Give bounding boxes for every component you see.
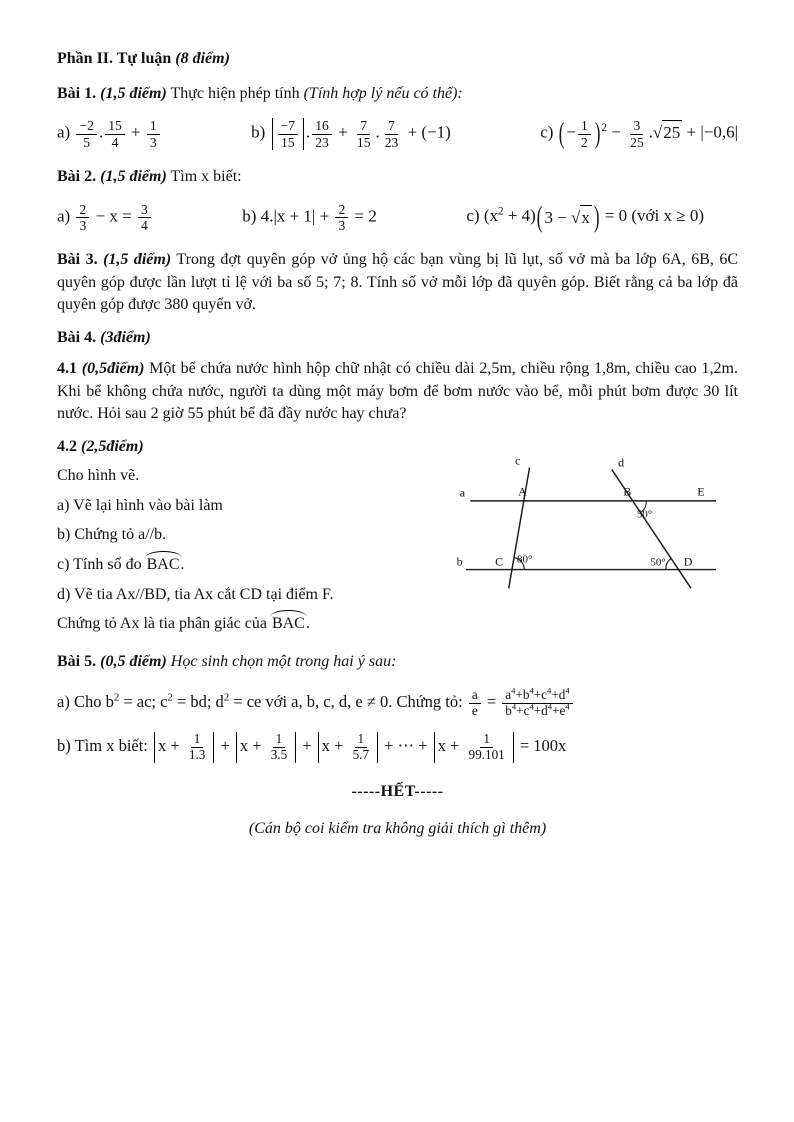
bai1-expr-b: b) $\frac{-7}{15}$ . $\frac{16}{23}$ + $\frac{7}{15}$ . $\frac{7}{23}$ + (−1) [251, 118, 451, 150]
figure-labels [457, 455, 705, 568]
bai3-points: (1,5 điểm) [103, 251, 172, 269]
bai2-label: Bài 2. [57, 167, 97, 185]
figure-angle-D: 50° [650, 556, 666, 569]
figure-label-D: D [683, 554, 693, 569]
bai2-expr-b: b) 4.|x + 1| + $\frac{2}{3}$ = 2 [242, 201, 377, 233]
bai3-text: Trong đợt quyên góp vở ủng hộ các bạn vùng bị lũ lụt, số vở mà ba lớp 6A, 6B, 6C quyên góp được lần lượt tỉ lệ với ba số 5; 7; 8. Tính số vở mỗi lớp đã quyên góp. Biết rằng cả ba lớp đã quyên góp được 380 quyển vở. [57, 251, 739, 314]
bai4-1-points: (0,5điểm) [81, 359, 145, 377]
bai4-heading [57, 327, 738, 350]
bai4-2-item-b: b) Chứng tỏ a//b. [57, 526, 167, 544]
bai5-heading [57, 651, 738, 674]
bai5-item-b: b) Tìm x biết: x + $\frac{1}{1.3}$ + x + $\frac{1}{3.5}$ + x + $\frac{1}{5.7}$ + ⋯ + x + $\frac{1}{99.101}$ = 100x [57, 731, 567, 763]
section-points: (8 điểm) [175, 50, 230, 67]
footer-note: (Cán bộ coi kiểm tra không giải thích gì thêm) [248, 819, 547, 837]
bai5-intro: Học sinh chọn một trong hai ý sau: [170, 653, 397, 671]
bai1-heading [57, 83, 738, 106]
section-title-text: Phần II. Tự luận [57, 50, 172, 67]
bai1-expr-c: c) ( − $\frac{1}{2}$ ) $^2$ − $\frac{3}{25}$ .√25 + |−0,6| [540, 116, 738, 150]
bai1-intro: Thực hiện phép tính [170, 84, 300, 102]
bai4-1-label: 4.1 [57, 359, 77, 377]
bai1-points: (1,5 điểm) [100, 84, 167, 102]
bai2-expr-c: c) $(x^2 + 4)$ ( 3 − √x ) = 0 (với x ≥ 0) [466, 199, 704, 234]
bai2-points: (1,5 điểm) [100, 167, 167, 185]
bai5-item-a: a) Cho $b^2$ = ac; $c^2$ = bd; $d^2$ = ce với a, b, c, d, e ≠ 0. Chứng tỏ: $\frac{a}{e}$ = $\frac{a^4+b^4+c^4+d^4}{b^4+c^4+d^4+e^4}$ [57, 688, 738, 719]
figure-label-c: c [514, 454, 521, 468]
figure-label-B: B [623, 484, 632, 499]
bai4-2-figure-wrap [449, 455, 738, 613]
figure-label-d: d [618, 455, 625, 470]
figure-angle-C: 80° [517, 553, 533, 566]
bai4-2-block [57, 454, 738, 643]
geometry-figure [455, 455, 727, 605]
bai4-points: (3điểm) [100, 329, 151, 347]
bai4-2-label: 4.2 [57, 438, 77, 456]
bai3-label: Bài 3. [57, 251, 98, 269]
end-marker: -----HẾT----- [351, 782, 444, 800]
bai4-2-list [57, 465, 449, 643]
figure-angle-B: 50° [636, 508, 653, 521]
figure-label-A: A [518, 484, 527, 499]
bai4-2-item-a: a) Vẽ lại hình vào bài làm [57, 496, 223, 514]
figure-angles [517, 508, 666, 568]
bai2-expr-a: a) $\frac{2}{3}$ − x = $\frac{3}{4}$ [57, 202, 153, 233]
bai2-intro: Tìm x biết: [170, 167, 242, 185]
section-title [57, 48, 738, 71]
bai2-expressions [57, 199, 738, 234]
figure-label-E: E [697, 484, 705, 499]
bai1-expressions [57, 118, 738, 149]
bai3-paragraph [57, 249, 738, 317]
figure-lines [466, 467, 716, 588]
figure-label-a: a [459, 485, 466, 500]
figure-label-C: C [495, 554, 504, 569]
bai1-expr-a: a) $\frac{-2}{5}$ . $\frac{15}{4}$ + $\frac{1}{3}$ [57, 118, 162, 149]
bai5-label: Bài 5. [57, 653, 97, 671]
bai4-2-intro: Cho hình vẽ. [57, 466, 140, 484]
figure-label-b: b [456, 554, 463, 569]
bai4-1-text: Một bể chứa nước hình hộp chữ nhật có chiều dài 2,5m, chiều rộng 1,8m, chiều cao 1,2m. Khi bể không chứa nước, người ta dùng một máy bơm để bơm nước vào bể, mỗi phút bơm được 30 lít nước. Hỏi sau 2 giờ 55 phút bể đã đầy nước hay chưa? [57, 359, 739, 423]
bai1-note: (Tính hợp lý nếu có thể): [303, 84, 463, 102]
bai4-2-item-d: d) Vẽ tia Ax//BD, tia Ax cắt CD tại điểm F. [57, 585, 334, 603]
bai4-2-item-e: Chứng tỏ Ax là tia phân giác của BAC. [57, 613, 449, 636]
bai4-2-item-c: c) Tính số đo BAC. [57, 554, 449, 577]
bai5-points: (0,5 điểm) [100, 653, 167, 671]
bai4-label: Bài 4. [57, 329, 97, 347]
bai1-label: Bài 1. [57, 84, 97, 102]
bai4-2-points: (2,5điểm) [81, 438, 144, 456]
bai4-1-paragraph [57, 358, 738, 426]
angle-arc-D [666, 558, 671, 569]
bai2-heading [57, 166, 738, 189]
